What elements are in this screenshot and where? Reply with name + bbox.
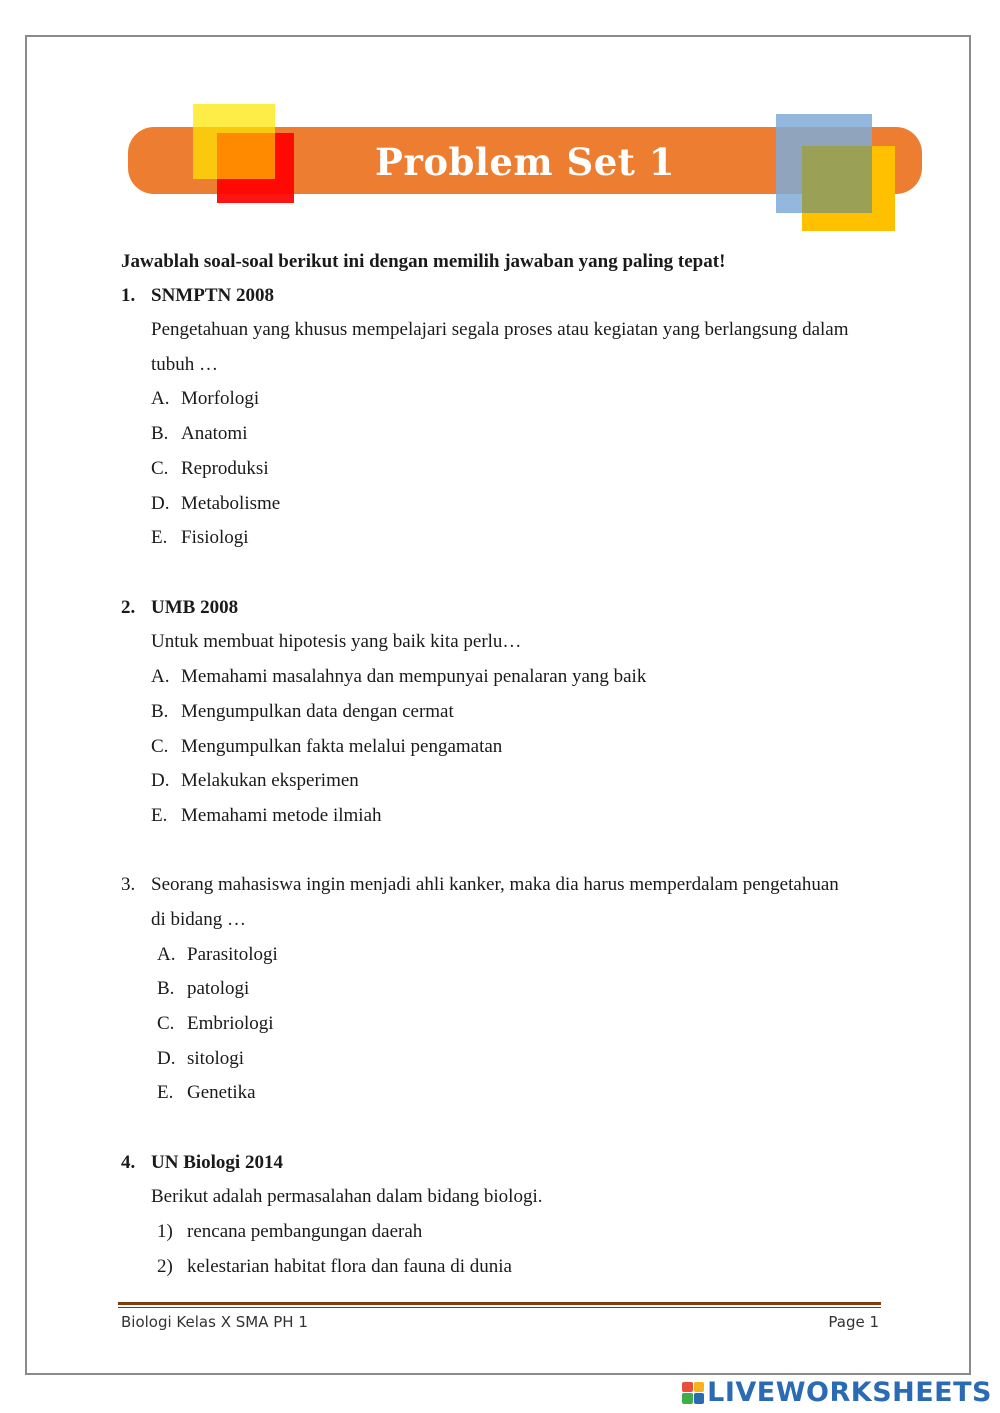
option-letter: C. (157, 1013, 175, 1034)
option-letter: D. (151, 770, 170, 791)
option-letter: B. (151, 423, 169, 444)
watermark-text: LIVEWORKSHEETS (707, 1377, 992, 1408)
option-letter: A. (157, 944, 176, 965)
instruction-text: Jawablah soal-soal berikut ini dengan memilih jawaban yang paling tepat! (121, 251, 726, 272)
option-letter: A. (151, 388, 170, 409)
question-number: 3. (121, 874, 136, 895)
question-text: Seorang mahasiswa ingin menjadi ahli kanker, maka dia harus memperdalam pengetahuan (151, 874, 839, 895)
option-text[interactable]: Mengumpulkan fakta melalui pengamatan (181, 736, 503, 757)
option-letter: D. (157, 1048, 176, 1069)
option-letter: E. (151, 805, 168, 826)
question-number: 4. (121, 1152, 136, 1173)
question-text: Untuk membuat hipotesis yang baik kita perlu… (151, 631, 522, 652)
option-letter: B. (151, 701, 169, 722)
option-text[interactable]: Mengumpulkan data dengan cermat (181, 701, 454, 722)
question-heading: UN Biologi 2014 (151, 1152, 283, 1173)
question-heading: UMB 2008 (151, 597, 239, 618)
option-letter: C. (151, 736, 169, 757)
footer-course-label: Biologi Kelas X SMA PH 1 (121, 1313, 308, 1331)
option-text[interactable]: Metabolisme (181, 493, 281, 514)
question-text: Pengetahuan yang khusus mempelajari segala proses atau kegiatan yang berlangsung dalam (151, 319, 849, 340)
list-item: kelestarian habitat flora dan fauna di dunia (187, 1256, 512, 1277)
option-text[interactable]: Genetika (187, 1082, 256, 1103)
option-text[interactable]: sitologi (187, 1048, 245, 1069)
option-text[interactable]: Memahami metode ilmiah (181, 805, 382, 826)
option-text[interactable]: Embriologi (187, 1013, 274, 1034)
option-letter: E. (157, 1082, 174, 1103)
option-text[interactable]: Memahami masalahnya dan mempunyai penalaran yang baik (181, 666, 647, 687)
question-number: 2. (121, 597, 136, 618)
option-text[interactable]: Anatomi (181, 423, 248, 444)
option-letter: E. (151, 527, 168, 548)
page-title: Problem Set 1 (375, 140, 675, 184)
option-text[interactable]: patologi (187, 978, 250, 999)
list-item-number: 2) (157, 1256, 173, 1277)
option-letter: C. (151, 458, 169, 479)
list-item-number: 1) (157, 1221, 173, 1242)
liveworksheets-logo-icon (682, 1382, 704, 1404)
option-text[interactable]: Melakukan eksperimen (181, 770, 359, 791)
option-letter: B. (157, 978, 175, 999)
liveworksheets-watermark[interactable] (682, 1377, 992, 1408)
decor-square-olive (802, 146, 872, 213)
option-text[interactable]: Fisiologi (181, 527, 249, 548)
footer-rule (118, 1302, 881, 1305)
question-text: Berikut adalah permasalahan dalam bidang biologi. (151, 1186, 543, 1207)
option-text[interactable]: Morfologi (181, 388, 260, 409)
footer-page-number: Page 1 (828, 1313, 879, 1331)
question-heading: SNMPTN 2008 (151, 285, 274, 306)
list-item: rencana pembangungan daerah (187, 1221, 423, 1242)
option-letter: D. (151, 493, 170, 514)
option-letter: A. (151, 666, 170, 687)
footer-rule-thin (118, 1307, 881, 1308)
decor-square-overlap (217, 133, 275, 179)
option-text[interactable]: Parasitologi (187, 944, 278, 965)
option-text[interactable]: Reproduksi (181, 458, 269, 479)
question-number: 1. (121, 285, 136, 306)
question-text: di bidang … (151, 909, 246, 930)
question-text: tubuh … (151, 354, 219, 375)
